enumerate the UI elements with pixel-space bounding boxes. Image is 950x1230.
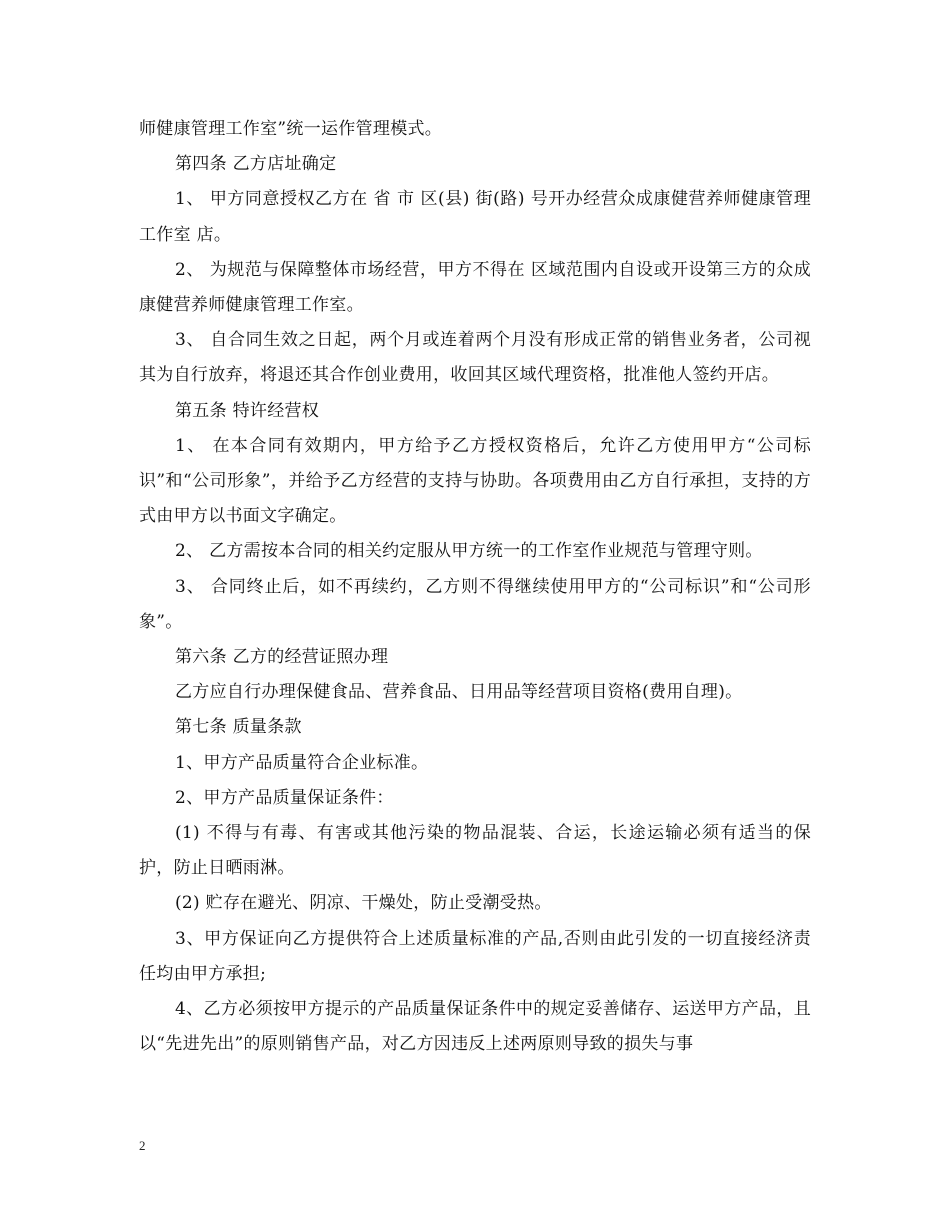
- section-heading-article-6: 第六条 乙方的经营证照办理: [175, 647, 389, 668]
- paragraph-article-7-item-1: 1、甲方产品质量符合企业标准。: [175, 752, 429, 773]
- paragraph-article-4-item-3: 3、 自合同生效之日起，两个月或连着两个月没有形成正常的销售业务者，公司视其为自行放弃，将退还其合作创业费用，收回其区域代理资格，批准他人签约开店。: [139, 330, 811, 386]
- paragraph-article-4-item-2: 2、 为规范与保障整体市场经营，甲方不得在 区域范围内自设或开设第三方的众成康健营养师健康管理工作室。: [139, 259, 811, 316]
- paragraph-article-7-subitem-1: (1) 不得与有毒、有害或其他污染的物品混装、合运，长途运输必须有适当的保护，防止日晒雨淋。: [139, 823, 811, 879]
- paragraph-article-4-item-1: 1、 甲方同意授权乙方在 省 市 区(县) 街(路) 号开办经营众成康健营养师健康管理工作室 店。: [139, 189, 811, 245]
- document-body: [139, 112, 811, 1062]
- paragraph-article-7-item-4: 4、乙方必须按甲方提示的产品质量保证条件中的规定妥善储存、运送甲方产品，且以“先进先出”的原则销售产品，对乙方因违反上述两原则导致的损失与事: [139, 999, 811, 1055]
- paragraph-article-5-item-3: 3、 合同终止后，如不再续约，乙方则不得继续使用甲方的“公司标识”和“公司形象”。: [139, 576, 811, 632]
- page-number: 2: [139, 1138, 146, 1153]
- paragraph-continuation: 师健康管理工作室”统一运作管理模式。: [139, 119, 443, 139]
- section-heading-article-5: 第五条 特许经营权: [175, 400, 320, 421]
- paragraph-article-7-item-3: 3、甲方保证向乙方提供符合上述质量标准的产品,否则由此引发的一切直接经济责任均由甲方承担;: [139, 928, 811, 984]
- paragraph-article-7-subitem-2: (2) 贮存在避光、阴凉、干燥处，防止受潮受热。: [175, 893, 552, 914]
- paragraph-article-7-item-2: 2、甲方产品质量保证条件：: [175, 787, 394, 808]
- paragraph-article-5-item-2: 2、 乙方需按本合同的相关约定服从甲方统一的工作室作业规范与管理守则。: [175, 541, 763, 562]
- paragraph-article-6-body: 乙方应自行办理保健食品、营养食品、日用品等经营项目资格(费用自理)。: [175, 682, 743, 703]
- paragraph-article-5-item-1: 1、 在本合同有效期内，甲方给予乙方授权资格后，允许乙方使用甲方“公司标识”和“公司形象”，并给予乙方经营的支持与协助。各项费用由乙方自行承担，支持的方式由甲方以书面文字确定。: [139, 435, 811, 527]
- section-heading-article-7: 第七条 质量条款: [175, 717, 302, 738]
- section-heading-article-4: 第四条 乙方店址确定: [175, 154, 337, 175]
